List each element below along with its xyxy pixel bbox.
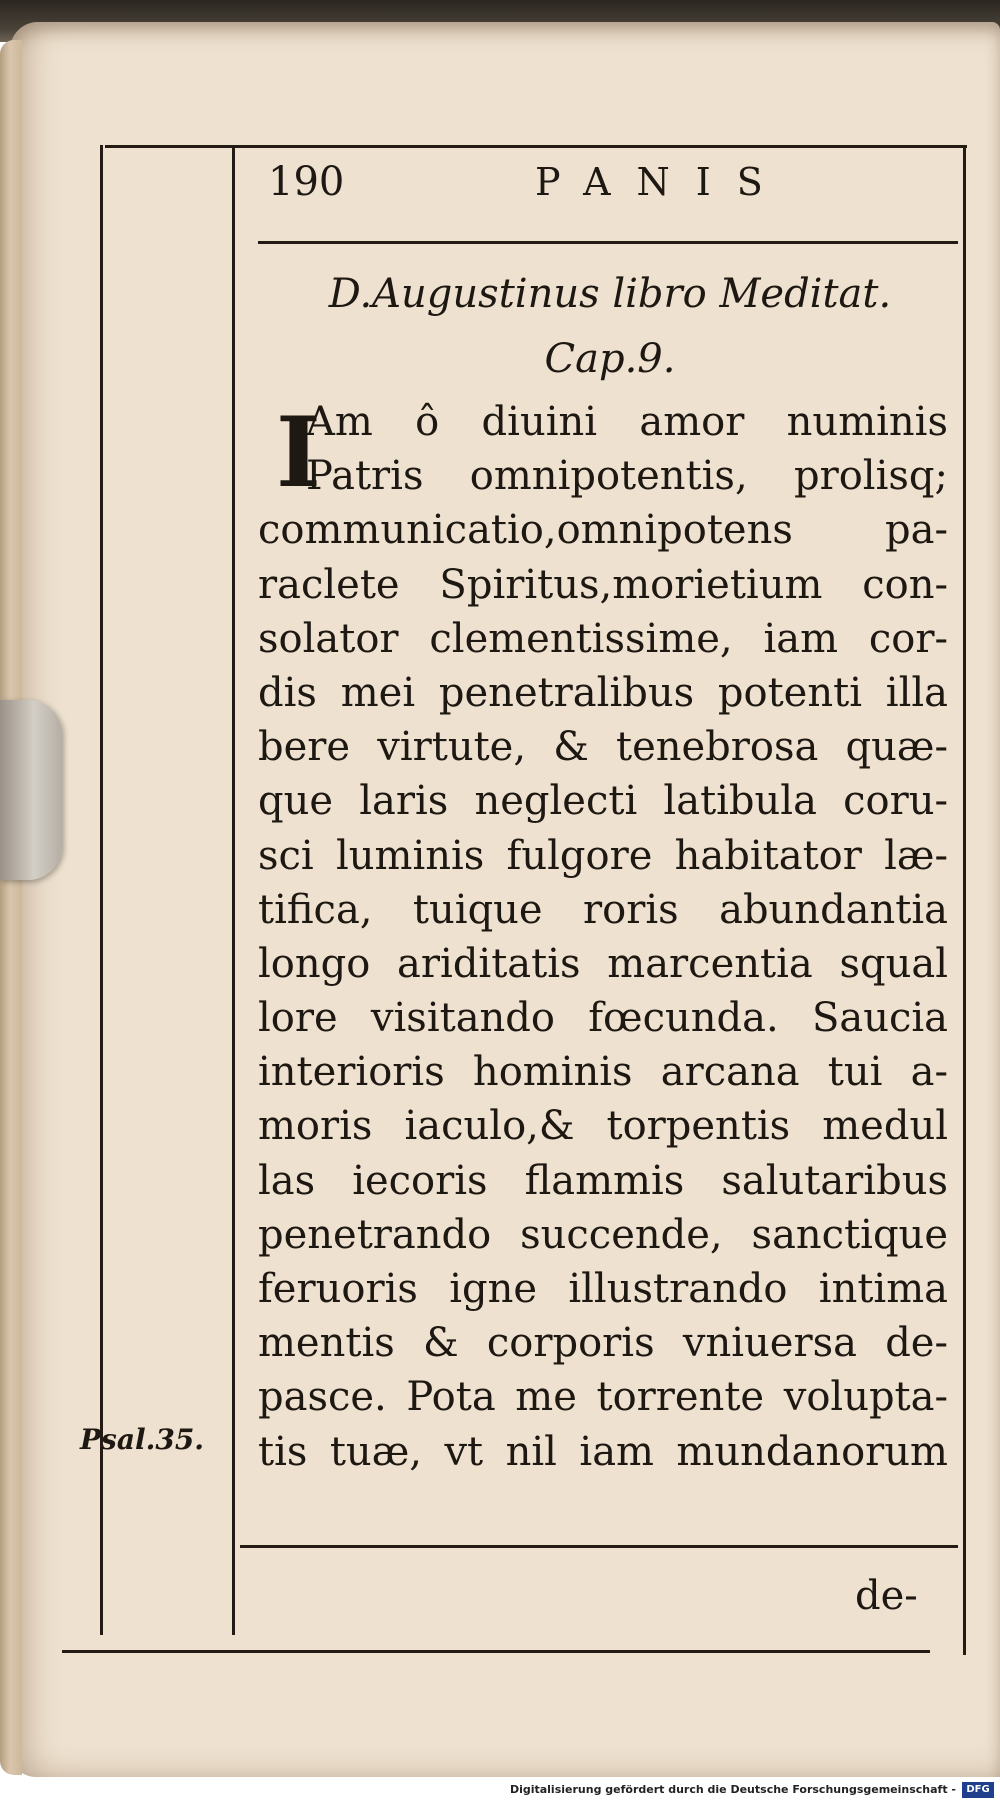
- text-line: raclete Spiritus,morietium con-: [258, 561, 948, 608]
- running-title: PANIS: [535, 160, 789, 204]
- frame-rule-left-outer: [100, 145, 103, 1635]
- digitization-footer: [0, 1778, 1000, 1805]
- dfg-logo-icon: DFG: [962, 1782, 994, 1798]
- frame-rule-left-inner: [232, 145, 235, 1635]
- page-edges: [0, 40, 22, 1775]
- text-line: dis mei penetralibus potenti illa: [258, 669, 948, 716]
- margin-note: Psal.35.: [80, 1423, 205, 1456]
- text-line: tifica, tuique roris abundantia: [258, 886, 948, 933]
- text-line: solator clementissime, iam cor-: [258, 615, 948, 662]
- text-line: bere virtute, & tenebrosa quæ-: [258, 724, 948, 771]
- text-line: feruoris igne illustrando intima: [258, 1266, 948, 1312]
- text-line: Am ô diuini amor numinis: [306, 399, 948, 445]
- catchword: de-: [855, 1573, 918, 1619]
- text-line: communicatio,omnipotens pa-: [258, 507, 948, 554]
- page-number: 190: [268, 159, 345, 205]
- text-line: interioris hominis arcana tui a-: [258, 1049, 948, 1096]
- text-line: Patris omnipotentis, prolisq;: [306, 453, 948, 500]
- chapter-heading: Cap.9.: [544, 336, 676, 382]
- text-line: longo ariditatis marcentia squal: [258, 940, 948, 987]
- book-clip: [0, 700, 62, 880]
- text-line: pasce. Pota me torrente volupta-: [258, 1374, 948, 1421]
- text-line: las iecoris flammis salutaribus: [258, 1157, 948, 1204]
- text-line: moris iaculo,& torpentis medul: [258, 1103, 948, 1150]
- text-line: mentis & corporis vniuersa de-: [258, 1320, 948, 1367]
- text-line: lore visitando fœcunda. Saucia: [258, 995, 948, 1042]
- footer-credit: Digitalisierung gefördert durch die Deutsche Forschungsgemeinschaft -: [509, 1783, 956, 1796]
- frame-rule-bottom: [62, 1650, 930, 1653]
- header-rule: [258, 241, 958, 244]
- text-bottom-rule: [240, 1545, 958, 1548]
- text-line: que laris neglecti latibula coru-: [258, 778, 948, 825]
- text-line: sci luminis fulgore habitator læ-: [258, 832, 948, 879]
- drop-cap-initial: I: [276, 396, 321, 509]
- source-attribution: D.Augustinus libro Meditat.: [328, 271, 892, 317]
- text-line: penetrando succende, sanctique: [258, 1211, 948, 1258]
- text-line: tis tuæ, vt nil iam mundanorum: [258, 1428, 948, 1475]
- frame-rule-right: [963, 145, 966, 1655]
- main-text-block: [258, 395, 948, 1479]
